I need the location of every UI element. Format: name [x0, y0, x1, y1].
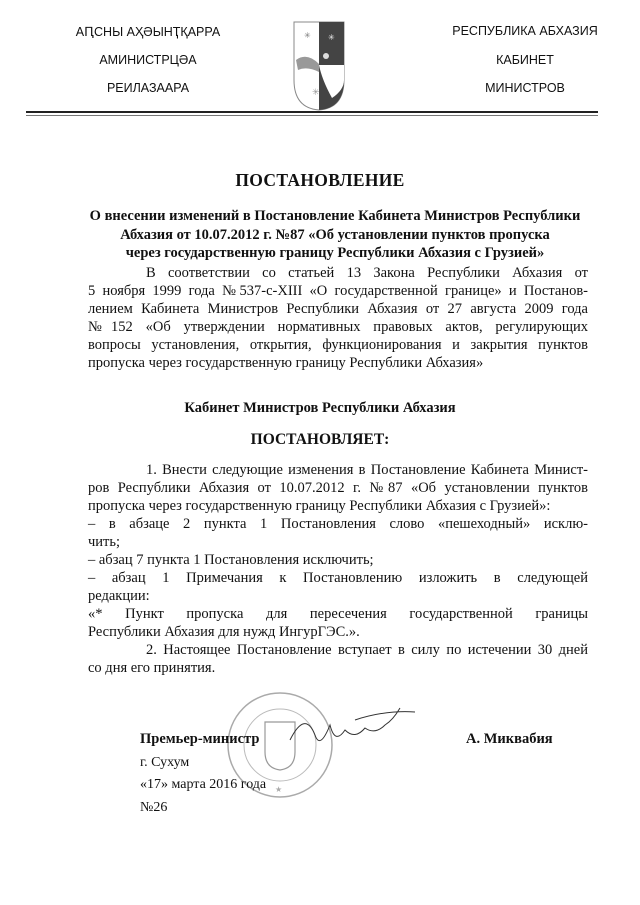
decree-word: ПОСТАНОВЛЯЕТ:	[250, 431, 390, 448]
preamble-line: 5 ноября 1999 года №537-с-XIII «О государственной границе» и Постанов-	[88, 283, 588, 299]
document-title: ПОСТАНОВЛЕНИЕ	[235, 170, 405, 190]
item-line: ров Республики Абхазия от 10.07.2012 г. №87 «Об установлении пунктов	[88, 480, 588, 496]
subtitle-line: через государственную границу Республики Абхазия с Грузией»	[125, 245, 545, 261]
header-left-line-3: РЕИЛАЗААРА	[106, 81, 190, 95]
header-divider-thin	[26, 115, 598, 116]
svg-text:✳: ✳	[312, 87, 320, 97]
issuer: Кабинет Министров Республики Абхазия	[184, 400, 456, 416]
item-line: 2. Настоящее Постановление вступает в силу по истечении 30 дней	[146, 642, 588, 658]
item-line: – в абзаце 2 пункта 1 Постановления слово «пешеходный» исклю-	[88, 516, 588, 532]
signer-name: А. Миквабия	[466, 731, 553, 747]
header-right-line-2: КАБИНЕТ	[496, 53, 554, 67]
signing-city: г. Сухум	[140, 755, 190, 770]
header-left-line-2: АМИНИСТРЦӘА	[99, 53, 197, 67]
item-line: Республики Абхазия для нужд ИнгурГЭС.».	[88, 624, 360, 640]
header-left-line-1: АԤСНЫ АҲӘЫНҬҚАРРА	[75, 25, 221, 39]
preamble-line: пропуска через государственную границу Республики Абхазия»	[88, 355, 484, 371]
decree-number: №26	[140, 800, 168, 815]
preamble	[88, 264, 588, 372]
item-line: 1. Внести следующие изменения в Постановление Кабинета Минист-	[146, 462, 588, 478]
item-line: пропуска через государственную границу Республики Абхазия с Грузией»:	[88, 498, 551, 514]
svg-text:★: ★	[275, 785, 283, 794]
svg-text:✳: ✳	[328, 33, 335, 42]
signer-position: Премьер-министр	[140, 731, 260, 747]
subtitle-line: О внесении изменений в Постановление Кабинета Министров Республики	[89, 208, 581, 224]
item-line: чить;	[88, 534, 121, 550]
item-line: – абзац 1 Примечания к Постановлению изложить в следующей	[88, 570, 588, 586]
handwritten-signature	[275, 700, 425, 760]
preamble-line: вопросы установления, открытия, функционирования и закрытия пунктов	[88, 337, 588, 353]
item-line: – абзац 7 пункта 1 Постановления исключить;	[88, 552, 374, 568]
preamble-line: лением Кабинета Министров Республики Абхазия от 27 августа 2009 года	[88, 301, 588, 317]
signing-date: «17» марта 2016 года	[140, 777, 267, 792]
item-line: «* Пункт пропуска для пересечения государственной границы	[88, 606, 588, 622]
document-subtitle	[80, 207, 590, 263]
header-divider	[26, 111, 598, 113]
preamble-line: В соответствии со статьей 13 Закона Республики Абхазия от	[146, 265, 588, 281]
header-right-line-3: МИНИСТРОВ	[485, 81, 565, 95]
header-right-line-1: РЕСПУБЛИКА АБХАЗИЯ	[452, 24, 598, 38]
preamble-line: №152 «Об утверждении нормативных правовых актов, регулирующих	[88, 319, 588, 335]
item-line: со дня его принятия.	[88, 660, 216, 676]
item-line: редакции:	[88, 588, 150, 604]
svg-text:✳: ✳	[304, 31, 311, 40]
subtitle-line: Абхазия от 10.07.2012 г. №87 «Об установлении пунктов пропуска	[120, 226, 550, 243]
decree-items	[88, 461, 588, 677]
coat-of-arms-emblem	[292, 20, 346, 112]
